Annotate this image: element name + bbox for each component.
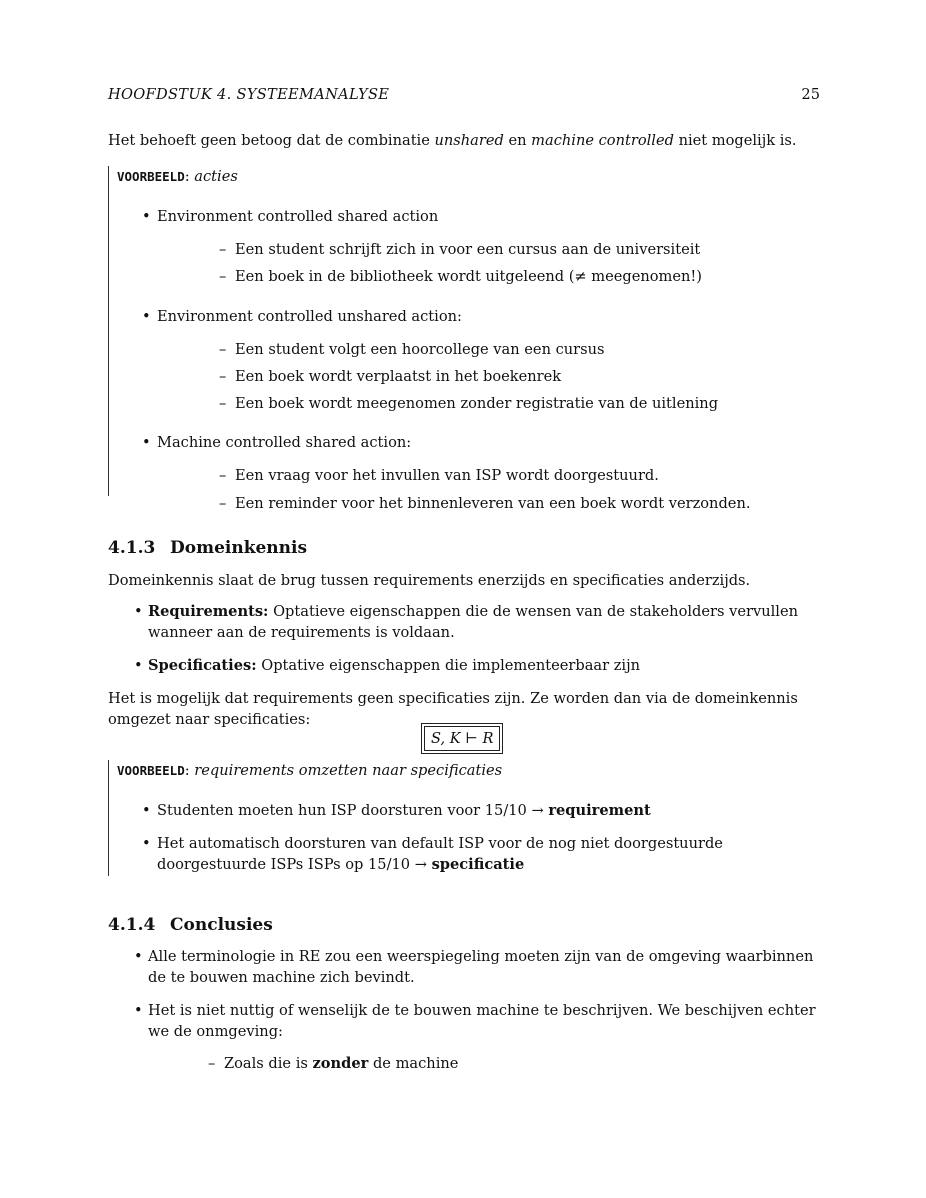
example-block-acties (108, 166, 820, 512)
section-heading-conclusies (108, 913, 273, 938)
example-label: VOORBEELD (117, 763, 185, 778)
term: Specificaties: (148, 657, 257, 675)
list-item-text: Environment controlled shared action (157, 208, 439, 226)
definition: Optatieve eigenschappen die de wensen van de stakeholders vervullen wanneer aan de requirements is voldaan. (148, 603, 798, 642)
example-list (117, 206, 820, 514)
document-page (108, 0, 820, 1198)
list-item-text: Het automatisch doorsturen van default ISP voor de nog niet doorgestuurde doorgestuurde ISPs ISPs op 15/10 → (157, 835, 723, 874)
list-item (117, 206, 820, 287)
example-label: VOORBEELD (117, 169, 185, 184)
list-item (117, 800, 820, 821)
section-heading-domeinkennis (108, 536, 307, 561)
list-item: • Alle terminologie in RE zou een weerspiegeling moeten zijn van de omgeving waarbinnen de te bouwen machine zich bevindt. (108, 946, 820, 988)
section-number: 4.1.4 (108, 915, 156, 935)
intro-text: niet mogelijk is. (673, 132, 797, 149)
list-item (117, 833, 820, 875)
conclusies-list (108, 946, 820, 1086)
sub-list (157, 239, 820, 287)
list-item-text: Het is niet nuttig of wenselijk de te bouwen machine te beschrijven. We beschijven echter we de onmgeving: (148, 1002, 816, 1041)
sub-list (157, 465, 820, 513)
intro-emphasis: unshared (434, 132, 504, 149)
list-item-keyword: specificatie (431, 856, 525, 874)
example-title: requirements omzetten naar specificaties (194, 762, 503, 779)
sub-list-item: – Een boek wordt meegenomen zonder registratie van de uitlening (157, 393, 820, 414)
example-separator: : (184, 762, 195, 779)
running-header (108, 84, 820, 106)
sub-list-item: – Een boek in de bibliotheek wordt uitgeleend (≠ meegenomen!) (157, 266, 820, 287)
example-list (117, 800, 820, 875)
section-title: Conclusies (170, 915, 273, 935)
example-title: acties (194, 168, 238, 185)
sub-text: de machine (368, 1054, 459, 1072)
intro-paragraph (108, 130, 820, 151)
list-item (117, 432, 820, 513)
section-intro: Domeinkennis slaat de brug tussen requirements enerzijds en specificaties anderzijds. (108, 572, 751, 589)
sub-list-item: – Een student volgt een hoorcollege van een cursus (157, 339, 820, 360)
list-item-text: Studenten moeten hun ISP doorsturen voor 15/10 → (157, 802, 549, 820)
sub-list (148, 1053, 820, 1074)
list-item-text: Machine controlled shared action: (157, 434, 412, 452)
chapter-title: HOOFDSTUK 4. SYSTEEMANALYSE (108, 86, 390, 103)
section-title: Domeinkennis (170, 538, 308, 558)
sub-list-item (148, 1053, 820, 1074)
page-number: 25 (801, 86, 820, 103)
list-item (108, 655, 820, 676)
example-heading (117, 166, 820, 187)
example-block-requirements (108, 760, 820, 876)
paragraph: Het is mogelijk dat requirements geen specificaties zijn. Ze worden dan via de domeinkennis omgezet naar specificaties: (108, 690, 798, 729)
definition: Optative eigenschappen die implementeerbaar zijn (256, 657, 641, 675)
sub-list-item: – Een reminder voor het binnenleveren van een boek wordt verzonden. (157, 493, 820, 514)
sub-keyword: zonder (312, 1054, 369, 1072)
list-item-text: Environment controlled unshared action: (157, 307, 462, 325)
intro-text: en (503, 132, 532, 149)
list-item (108, 601, 820, 643)
intro-text: Het behoeft geen betoog dat de combinatie (108, 132, 435, 149)
domeinkennis-list (108, 601, 820, 688)
intro-emphasis: machine controlled (531, 132, 674, 149)
list-item (108, 1000, 820, 1073)
example-separator: : (184, 168, 195, 185)
sub-text: Zoals die is (224, 1054, 313, 1072)
sub-list-item: – Een boek wordt verplaatst in het boekenrek (157, 366, 820, 387)
example-heading (117, 760, 820, 781)
sub-list-item: – Een student schrijft zich in voor een cursus aan de universiteit (157, 239, 820, 260)
list-item (117, 306, 820, 415)
section-number: 4.1.3 (108, 538, 156, 558)
term: Requirements: (148, 603, 269, 620)
boxed-formula: S, K ⊢ R (424, 726, 500, 751)
sub-list (157, 339, 820, 414)
list-item-keyword: requirement (548, 802, 651, 820)
sub-list-item: – Een vraag voor het invullen van ISP wordt doorgestuurd. (157, 465, 820, 486)
